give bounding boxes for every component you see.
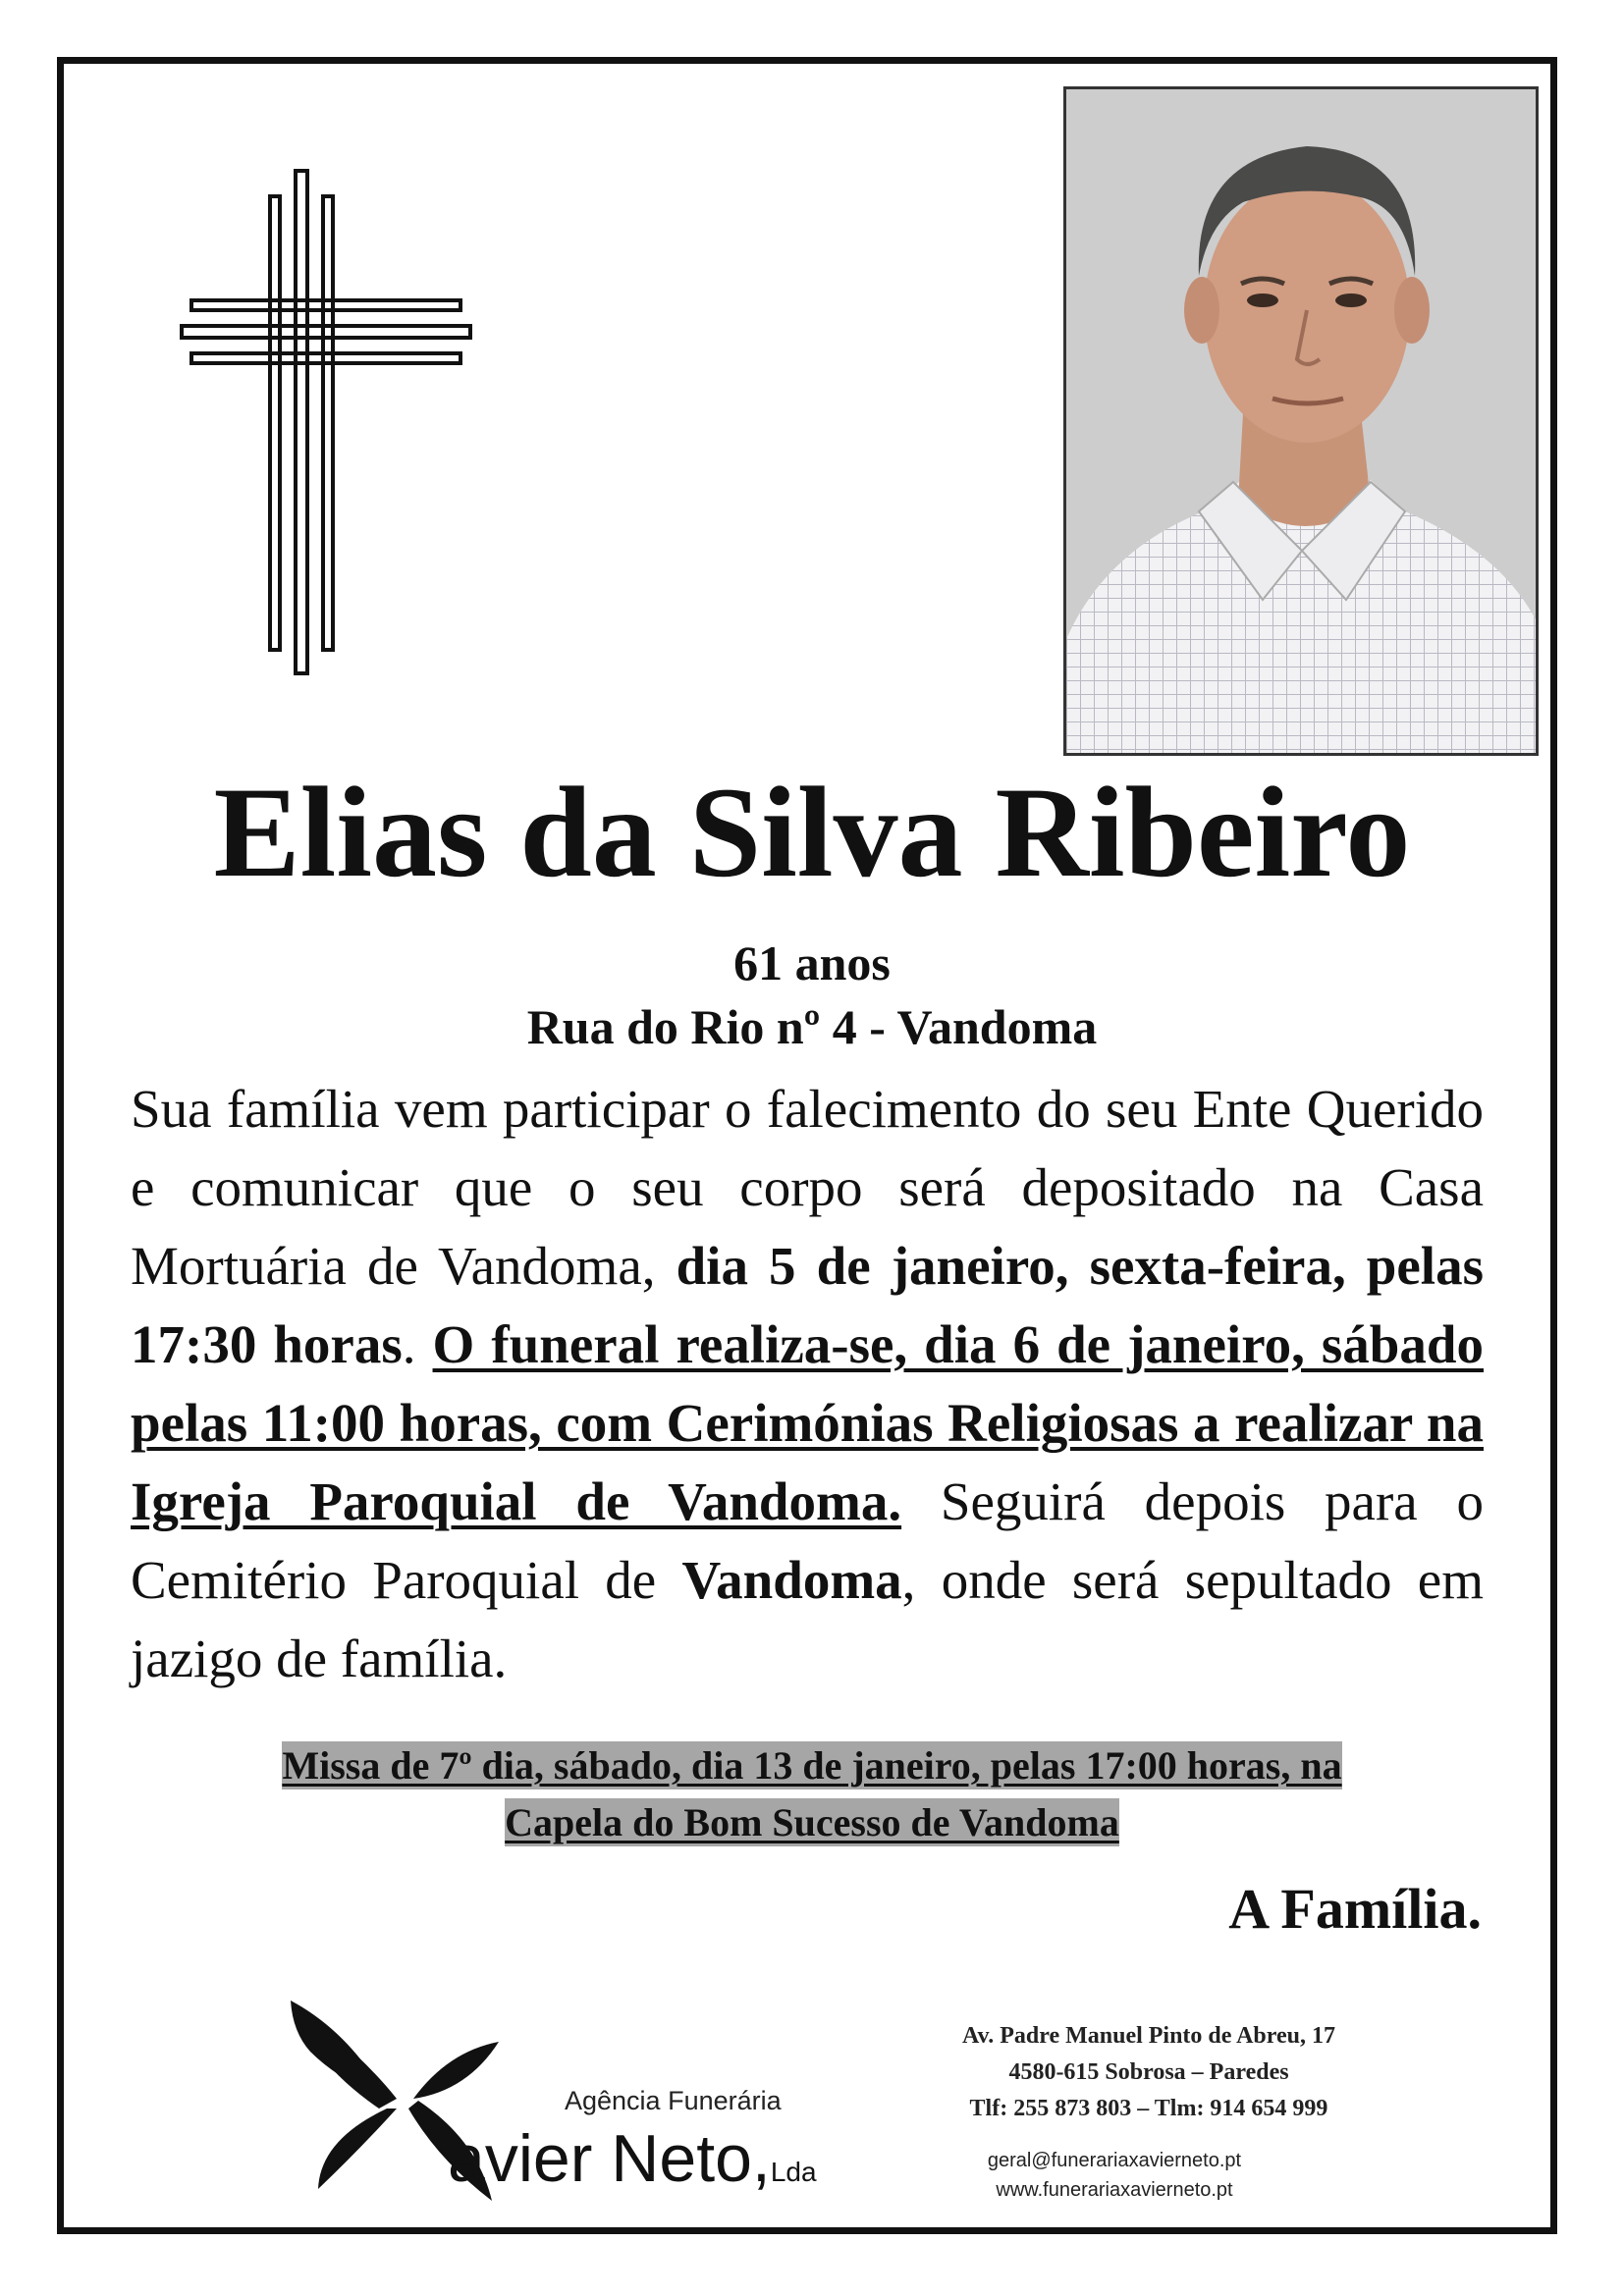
agency-contacts [903,2018,1394,2127]
agency-website[interactable]: www.funerariaxavierneto.pt [996,2179,1233,2201]
mass-notice-line1: Missa de 7º dia, sábado, dia 13 de janeiro, pelas 17:00 horas, na [282,1743,1342,1788]
deceased-name: Elias da Silva Ribeiro [213,760,1411,904]
announcement-part: Sua família vem participar o falecimento do seu Ente Querido e comunicar que o seu corpo será depositado na Casa Mortuária de Vandoma, [131,1079,1484,1296]
deceased-address: Rua do Rio nº 4 - Vandoma [526,999,1098,1054]
agency-web [903,2146,1326,2205]
burial-place: Vandoma [681,1550,902,1610]
agency-phones: Tlf: 255 873 803 – Tlm: 914 654 999 [969,2096,1328,2121]
announcement-part: , onde será sepultado em jazigo de família. [131,1550,1484,1688]
agency-address-line2: 4580-615 Sobrosa – Paredes [1008,2059,1289,2085]
agency-label: Agência Funerária [565,2086,782,2115]
deceased-age: 61 anos [733,935,891,990]
announcement-part: Seguirá depois para o Cemitério Paroquial de [131,1471,1484,1610]
agency-email[interactable]: geral@funerariaxavierneto.pt [987,2150,1242,2171]
announcement-part: . [402,1314,433,1374]
mass-notice-line2: Capela do Bom Sucesso de Vandoma [505,1800,1119,1844]
deceased-photo [1063,86,1539,756]
agency-suffix: Lda [770,2157,817,2187]
mass-notice [98,1737,1526,1851]
family-signoff: A Família. [1228,1877,1482,1941]
wake-details: dia 5 de janeiro, sexta-feira, pelas 17:30 horas [131,1236,1484,1374]
agency-address-line1: Av. Padre Manuel Pinto de Abreu, 17 [961,2023,1335,2049]
agency-name [448,2121,817,2196]
funeral-details: O funeral realiza-se, dia 6 de janeiro, sábado pelas 11:00 horas, com Cerimónias Religiosas a realizar na Igreja Paroquial de Vandoma. [131,1314,1484,1531]
cross-icon [180,167,474,677]
agency-name-text: avier Neto, [448,2121,771,2196]
announcement-text [131,1070,1484,1698]
